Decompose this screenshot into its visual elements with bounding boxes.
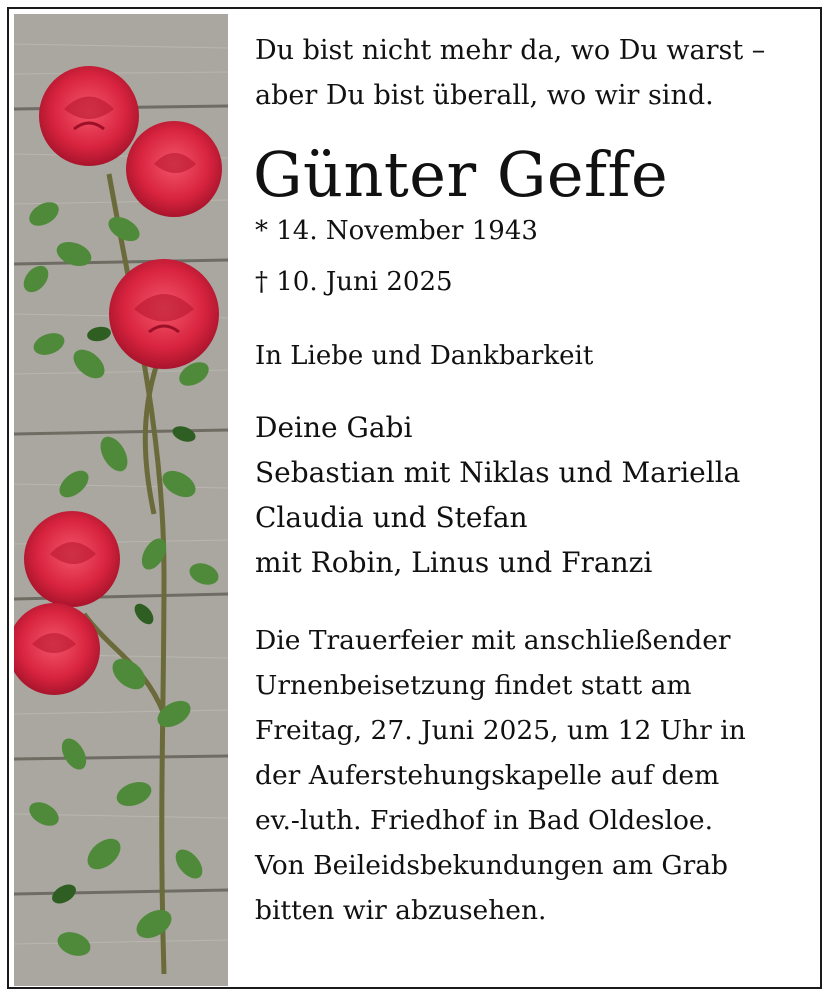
notice-line: Von Beileidsbekundungen am Grab: [255, 850, 729, 881]
motto-line: Du bist nicht mehr da, wo Du warst –: [255, 35, 766, 66]
death-date: † 10. Juni 2025: [255, 267, 453, 297]
rose-lower: [24, 511, 120, 607]
birth-date: * 14. November 1943: [255, 216, 538, 246]
family-line: Deine Gabi: [255, 411, 413, 444]
notice-line: der Auferstehungskapelle auf dem: [255, 760, 720, 791]
rose-illustration: [14, 14, 228, 986]
rose-top-right: [126, 121, 222, 217]
family-list: [255, 405, 810, 585]
notice-line: ev.-luth. Friedhof in Bad Oldesloe.: [255, 805, 714, 836]
family-line: mit Robin, Linus und Franzi: [255, 546, 653, 579]
motto: [255, 28, 810, 118]
deceased-name: Günter Geffe: [253, 138, 669, 211]
notice-text: [255, 28, 810, 933]
rose-photo: [14, 14, 228, 986]
motto-line: aber Du bist überall, wo wir sind.: [255, 80, 714, 111]
rose-middle: [109, 259, 219, 369]
family-line: Claudia und Stefan: [255, 501, 528, 534]
rose-top-left: [39, 66, 139, 166]
notice-line: Urnenbeisetzung findet statt am: [255, 670, 692, 701]
dedication: In Liebe und Dankbarkeit: [255, 341, 594, 371]
notice-line: Freitag, 27. Juni 2025, um 12 Uhr in: [255, 715, 746, 746]
notice-line: Die Trauerfeier mit anschließender: [255, 625, 731, 656]
ceremony-notice: [255, 618, 810, 933]
family-line: Sebastian mit Niklas und Mariella: [255, 456, 741, 489]
notice-line: bitten wir abzusehen.: [255, 895, 547, 926]
